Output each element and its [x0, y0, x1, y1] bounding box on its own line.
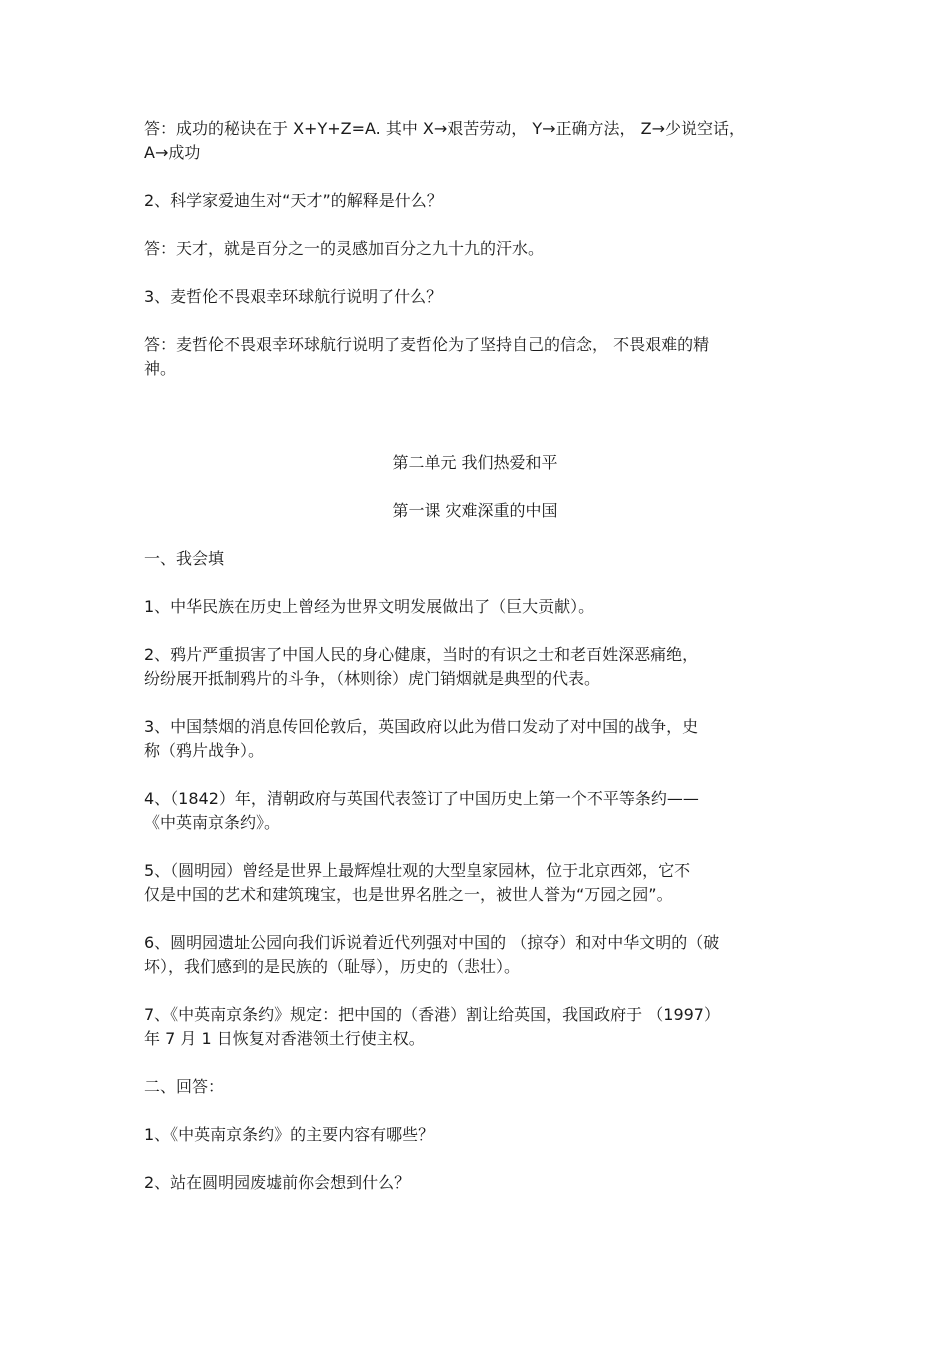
answer-question-2: 2、站在圆明园废墟前你会想到什么？ — [144, 1173, 411, 1192]
answer-edison-genius: 答：天才，就是百分之一的灵感加百分之九十九的汗水。 — [144, 239, 545, 258]
fill-item-6-line2: 坏），我们感到的是民族的（耻辱），历史的（悲壮）。 — [144, 957, 521, 976]
lesson-heading: 第一课 灾难深重的中国 — [392, 501, 558, 520]
question-edison-genius: 2、科学家爱迪生对“天才”的解释是什么？ — [144, 191, 443, 210]
fill-item-4-line2: 《中英南京条约》。 — [144, 813, 281, 832]
answer-magellan-line2: 神。 — [144, 359, 177, 378]
fill-item-7-line1: 7、《中英南京条约》规定：把中国的（香港）割让给英国，我国政府于 （1997） — [144, 1005, 720, 1024]
fill-item-7-line2: 年 7 月 1 日恢复对香港领土行使主权。 — [144, 1029, 425, 1048]
fill-item-5-line2: 仅是中国的艺术和建筑瑰宝，也是世界名胜之一，被世人誉为“万园之园”。 — [144, 885, 673, 904]
section-answer-heading: 二、回答： — [144, 1077, 225, 1096]
unit-heading: 第二单元 我们热爱和平 — [392, 453, 558, 472]
answer-magellan-line1: 答：麦哲伦不畏艰幸环球航行说明了麦哲伦为了坚持自己的信念， 不畏艰难的精 — [144, 335, 710, 354]
fill-item-5-line1: 5、（圆明园）曾经是世界上最辉煌壮观的大型皇家园林，位于北京西郊，它不 — [144, 861, 691, 880]
fill-item-3-line2: 称（鸦片战争）。 — [144, 741, 265, 760]
answer-question-1: 1、《中英南京条约》的主要内容有哪些？ — [144, 1125, 435, 1144]
fill-item-6-line1: 6、圆明园遗址公园向我们诉说着近代列强对中国的 （掠夺）和对中华文明的（破 — [144, 933, 720, 952]
fill-item-1: 1、中华民族在历史上曾经为世界文明发展做出了（巨大贡献）。 — [144, 597, 595, 616]
answer-success-formula-line2: A→成功 — [144, 143, 201, 162]
section-fill-in-heading: 一、我会填 — [144, 549, 225, 568]
question-magellan: 3、麦哲伦不畏艰幸环球航行说明了什么？ — [144, 287, 443, 306]
fill-item-4-line1: 4、（1842）年，清朝政府与英国代表签订了中国历史上第一个不平等条约—— — [144, 789, 699, 808]
fill-item-3-line1: 3、中国禁烟的消息传回伦敦后，英国政府以此为借口发动了对中国的战争，史 — [144, 717, 699, 736]
fill-item-2-line2: 纷纷展开抵制鸦片的斗争，（林则徐）虎门销烟就是典型的代表。 — [144, 669, 601, 688]
fill-item-2-line1: 2、鸦片严重损害了中国人民的身心健康，当时的有识之士和老百姓深恶痛绝， — [144, 645, 699, 664]
answer-success-formula-line1: 答：成功的秘诀在于 X+Y+Z=A. 其中 X→艰苦劳动， Y→正确方法， Z→少说空话， — [144, 119, 746, 138]
